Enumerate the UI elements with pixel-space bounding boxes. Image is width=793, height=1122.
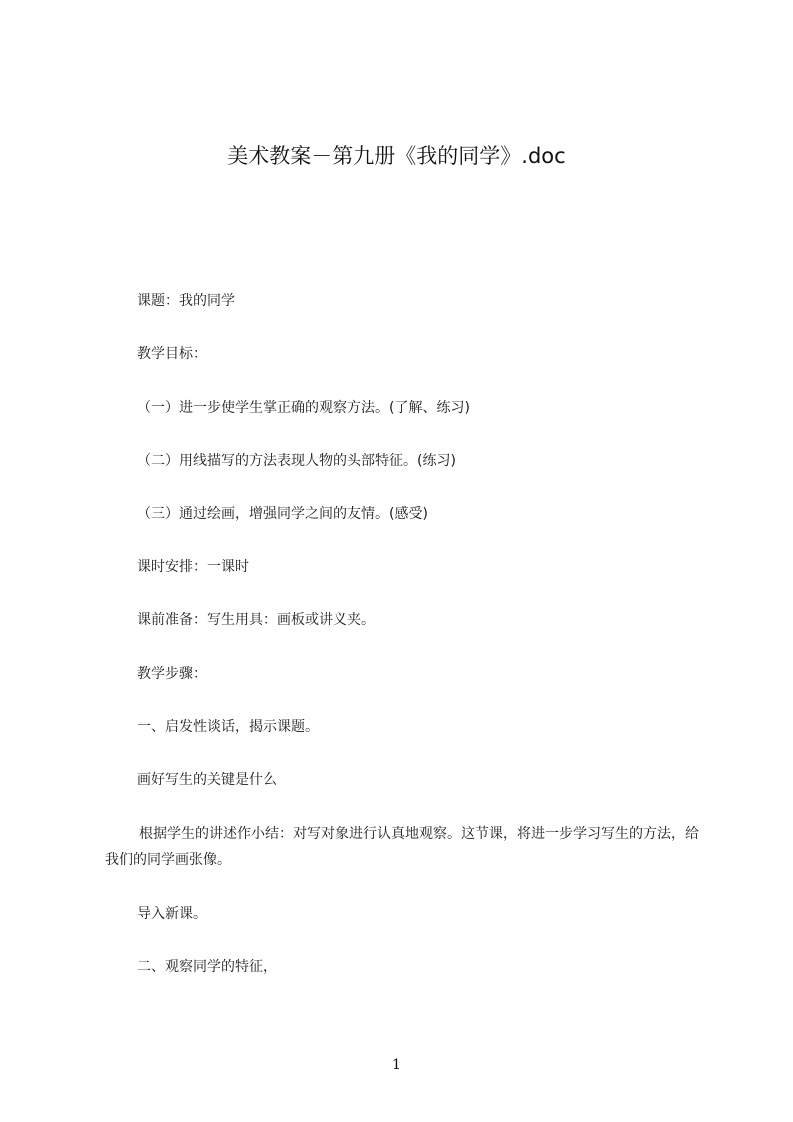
paragraph-objectives-heading: 教学目标： [137, 346, 207, 362]
paragraph-step-1: 一、启发性谈话，揭示课题。 [137, 719, 319, 735]
paragraph-summary: 根据学生的讲述作小结：对写对象进行认真地观察。这节课，将进一步学习写生的方法，给我们的同学画张像。 [105, 826, 699, 868]
page-number: 1 [392, 1057, 401, 1073]
paragraph-topic: 课题：我的同学 [137, 293, 235, 309]
paragraph-key-question: 画好写生的关键是什么 [137, 772, 277, 788]
document-title: 美术教案－第九册《我的同学》.doc [227, 144, 566, 168]
paragraph-steps-heading: 教学步骤： [137, 666, 207, 682]
paragraph-preparation: 课前准备：写生用具：画板或讲义夹。 [137, 612, 375, 628]
paragraph-objective-1: （一）进一步使学生掌正确的观察方法。(了解、练习) [137, 400, 470, 416]
paragraph-objective-3: （三）通过绘画，增强同学之间的友情。(感受) [137, 506, 428, 522]
paragraph-step-2: 二、观察同学的特征， [137, 959, 277, 975]
paragraph-objective-2: （二）用线描写的方法表现人物的头部特征。(练习) [137, 453, 456, 469]
paragraph-new-lesson: 导入新课。 [137, 906, 207, 922]
paragraph-schedule: 课时安排：一课时 [137, 559, 249, 575]
